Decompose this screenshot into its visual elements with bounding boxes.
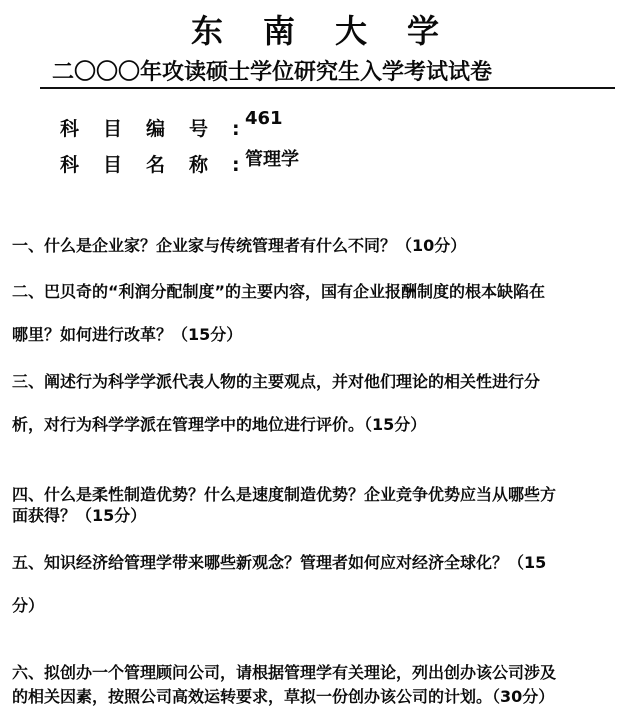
- subject-name-value: 管理学: [245, 149, 299, 170]
- question-1-line-1: 一、什么是企业家？企业家与传统管理者有什么不同？（10分）: [12, 236, 467, 255]
- university-name: 东南大学: [190, 12, 479, 50]
- exam-title: 二〇〇〇年攻读硕士学位研究生入学考试试卷: [52, 60, 493, 85]
- question-4-line-1: 四、什么是柔性制造优势？什么是速度制造优势？企业竞争优势应当从哪些方: [12, 485, 557, 504]
- subject-name-label: 科目名称:: [60, 154, 264, 176]
- title-underline: [40, 87, 615, 89]
- question-5-line-1: 五、知识经济给管理学带来哪些新观念？管理者如何应对经济全球化？（15: [12, 553, 547, 572]
- question-2-line-1: 二、巴贝奇的“利润分配制度”的主要内容，国有企业报酬制度的根本缺陷在: [12, 282, 546, 301]
- question-4-line-2: 面获得？（15分）: [12, 506, 147, 525]
- subject-code-value: 461: [245, 108, 283, 129]
- question-6-line-1: 六、拟创办一个管理顾问公司，请根据管理学有关理论，列出创办该公司涉及: [12, 663, 557, 682]
- question-3-line-1: 三、阐述行为科学学派代表人物的主要观点，并对他们理论的相关性进行分: [12, 372, 541, 391]
- subject-code-label: 科目编号:: [60, 118, 264, 140]
- question-2-line-2: 哪里？如何进行改革？（15分）: [12, 325, 243, 344]
- question-6-line-2: 的相关因素，按照公司高效运转要求，草拟一份创办该公司的计划。（30分）: [12, 687, 555, 706]
- question-3-line-2: 析，对行为科学学派在管理学中的地位进行评价。（15分）: [12, 415, 427, 434]
- question-5-line-2: 分）: [12, 596, 45, 615]
